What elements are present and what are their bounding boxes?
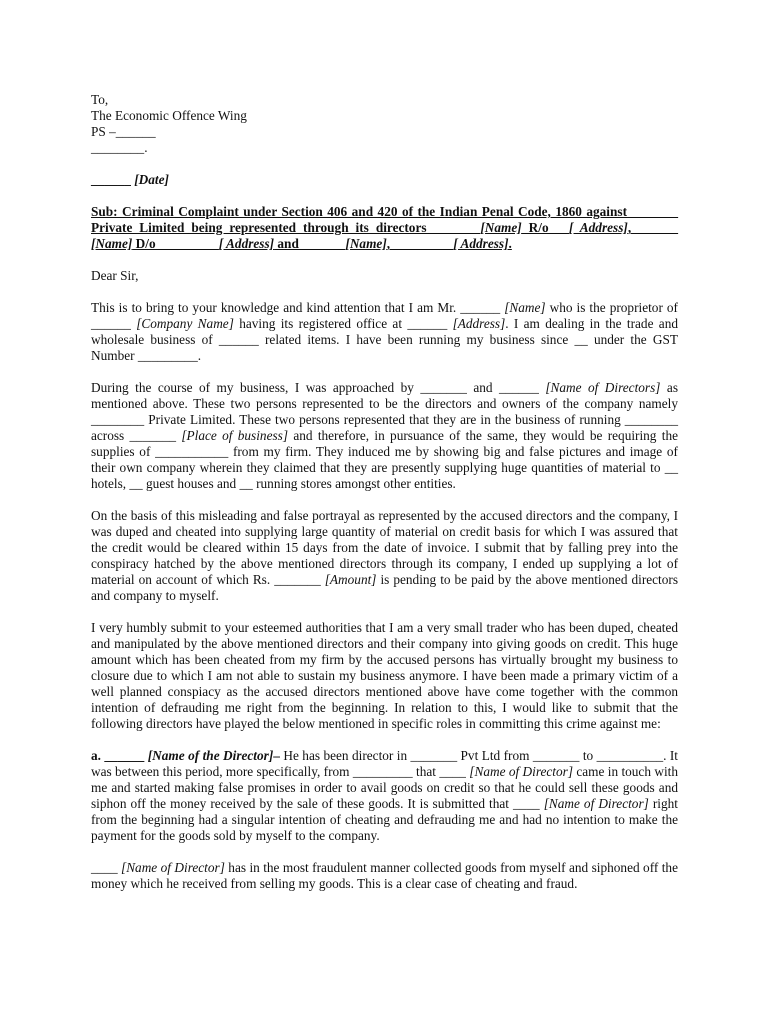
paragraph-deception: [91, 508, 678, 604]
placeholder-director: [Name of Director]: [121, 860, 225, 875]
subject-name-3: [Name]: [345, 236, 387, 251]
salutation: Dear Sir,: [91, 268, 139, 283]
to-line: To,: [91, 92, 109, 107]
subject-text: , _________: [386, 236, 454, 251]
paragraph-siphon: [91, 860, 678, 892]
placeholder-amount: [Amount]: [324, 572, 377, 587]
subject-text: and ______: [274, 236, 346, 251]
paragraph-approach: [91, 380, 678, 492]
para-text: He has been director in _______ Pvt Ltd from _______ to __________. It was between this period, more specifically, from _________ that ____: [91, 748, 679, 779]
subject-text: Sub: Criminal Complaint under Section 406 and 420 of the Indian Penal Code, 1860 against _______ Private Limited being represented through its directors ______: [91, 204, 678, 235]
ps-line: PS –______: [91, 124, 156, 139]
para-text: having its registered office at ______: [233, 316, 453, 331]
paragraph-intro: [91, 300, 678, 364]
placeholder-director: [Name of Director]: [543, 796, 649, 811]
subject-name-1: [Name]: [480, 220, 522, 235]
subject-text: R/o __: [521, 220, 569, 235]
placeholder-directors: [Name of Directors]: [545, 380, 661, 395]
para-text: ____: [91, 860, 122, 875]
paragraph-director-a: [91, 748, 678, 844]
blank-line: ________.: [91, 140, 148, 155]
para-text: This is to bring to your knowledge and kind attention that I am Mr. ______: [91, 300, 505, 315]
placeholder-director-name: [Name of the Director]: [147, 748, 274, 763]
para-text: . I am dealing in the trade and wholesale business of ______ related items. I have been running my business since __ under the GST Number _________.: [91, 316, 679, 363]
para-text: and therefore, in pursuance of the same, they would be requiring the supplies of ___________ from my firm. They induced me by showing big and false pictures and image of their own company wherein they claimed that they are presently supplying huge quantities of material to __ hotels, __ guest houses and __ running stores amongst other entities.: [91, 428, 678, 491]
subject-address-3: [ Address]: [453, 236, 509, 251]
placeholder-name: [Name]: [504, 300, 546, 315]
label-dash: –: [273, 748, 280, 763]
para-text: is pending to be paid by the above mentioned directors and company to myself.: [91, 572, 678, 603]
para-text: During the course of my business, I was approached by _______ and ______: [91, 380, 546, 395]
paragraph-submission: I very humbly submit to your esteemed authorities that I am a very small trader who has been duped, cheated and manipulated by the above mentioned directors and their company into giving goods on credit. This huge amount which has been cheated from my firm by the accused persons has virtually brought my business to closure due to which I am not able to sustain my business anymore. I have been made a primary victim of a well planned conspiacy as the accused directors mentioned above have come together with the common intention of defrauding me right from the beginning. In relation to this, I would like to submit that the following directors have played the below mentioned in specific roles in committing this crime against me:: [91, 620, 678, 731]
para-text: as mentioned above. These two persons represented to be the directors and owners of the company namely ________ Private Limited. These two persons represented that they are in the business of running ________ across _______: [91, 380, 678, 443]
date-blank: ______: [91, 172, 135, 187]
subject-text: D/o _________: [132, 236, 219, 251]
date-label: [Date]: [134, 172, 169, 187]
document-page: [91, 92, 678, 892]
label-text: a. ______: [91, 748, 148, 763]
placeholder-place: [Place of business]: [181, 428, 289, 443]
director-a-label: [91, 748, 280, 763]
placeholder-director: [Name of Director]: [469, 764, 573, 779]
subject-line: [91, 204, 678, 252]
subject-name-2: [Name]: [91, 236, 133, 251]
subject-address-2: [ Address]: [218, 236, 275, 251]
placeholder-company: [Company Name]: [136, 316, 234, 331]
subject-text: .: [508, 236, 512, 251]
para-text: On the basis of this misleading and false portrayal as represented by the accused directors and the company, I was duped and cheated into supplying large quantity of material on credit basis for which I was assured that the credit would be cleared within 15 days from the date of invoice. I submit that by falling prey into the conspiracy hatched by the above mentioned directors through its company, I ended up supplying a lot of material on account of which Rs. _______: [91, 508, 678, 587]
subject-text: , ______: [627, 220, 678, 235]
para-text: who is the proprietor of ______: [91, 300, 678, 331]
date-line: [91, 172, 678, 188]
para-text: has in the most fraudulent manner collected goods from myself and siphoned off the money which he received from selling my goods. This is a clear case of cheating and fraud.: [91, 860, 678, 891]
para-text: right from the beginning had a singular intention of cheating and defrauding me and had no intention to make the payment for the goods sold by myself to the company.: [91, 796, 678, 843]
subject-address-1: [ Address]: [568, 220, 628, 235]
para-text: came in touch with me and started making false promises in order to avail goods on credit so that he could sell these goods and siphon off the money received by the sale of these goods. It is submitted that ____: [91, 764, 678, 811]
addressee-line: The Economic Offence Wing: [91, 108, 247, 123]
placeholder-address: [Address]: [452, 316, 506, 331]
